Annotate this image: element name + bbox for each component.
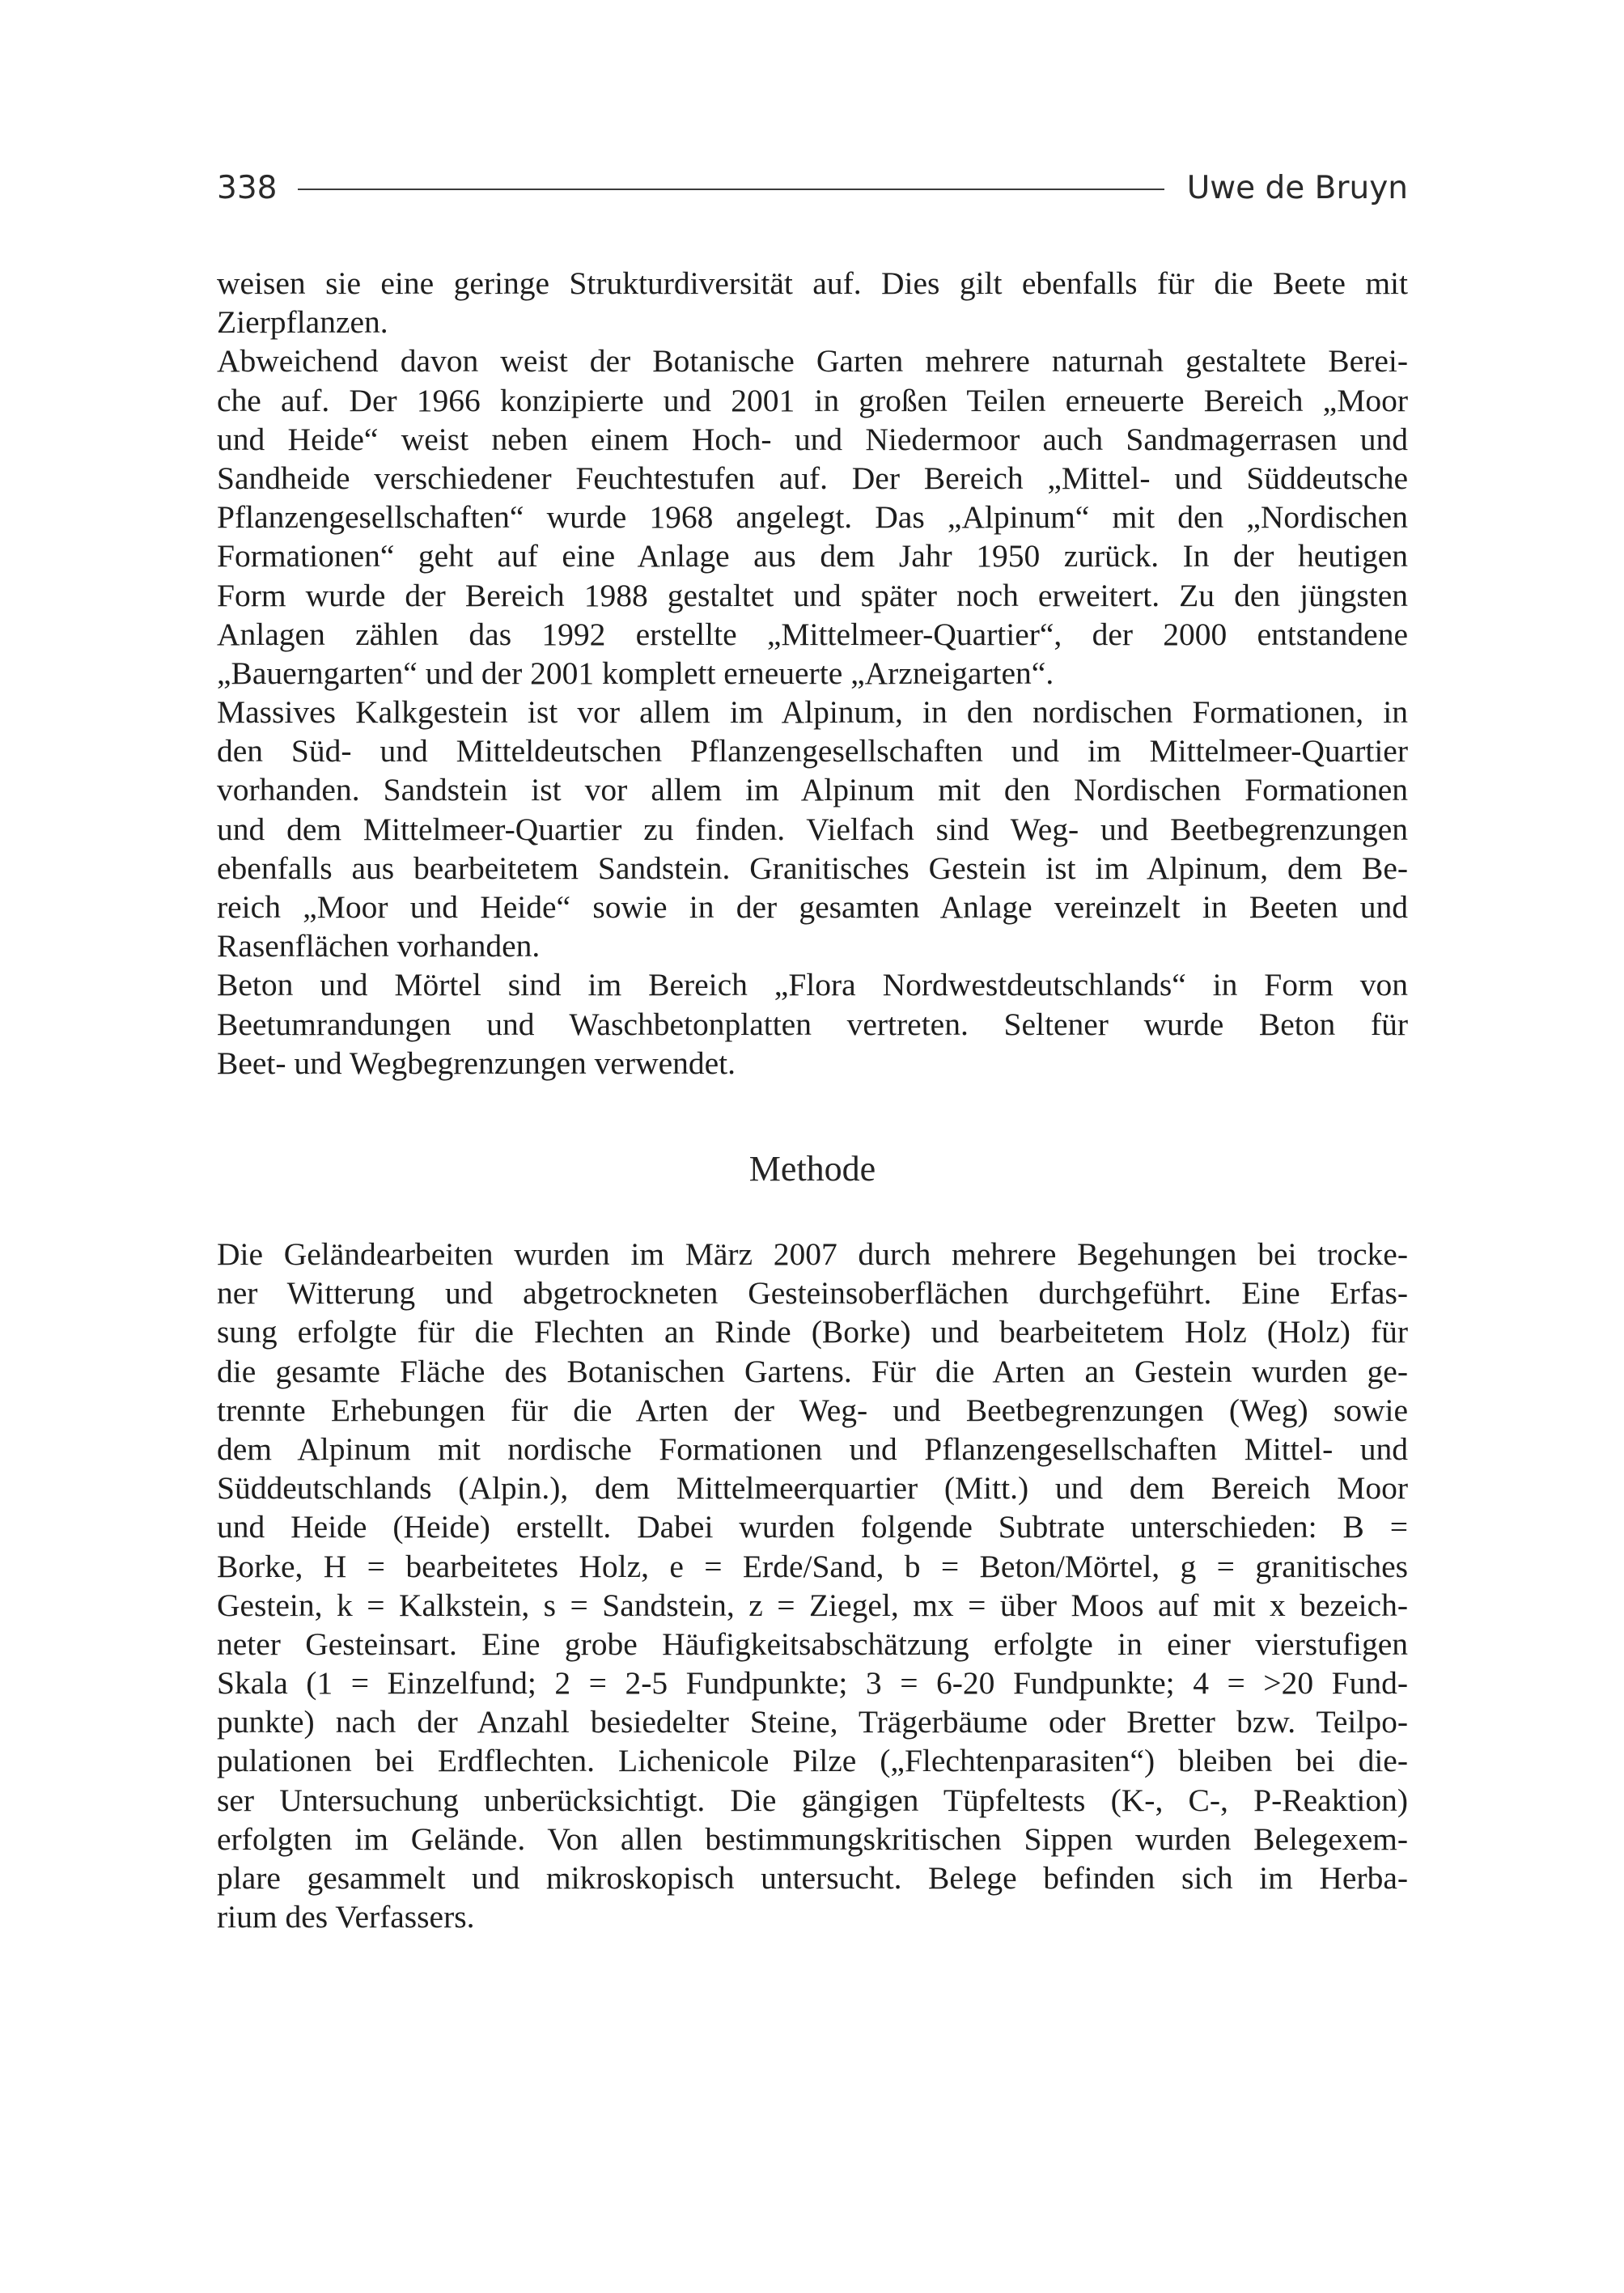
text-line: ser Untersuchung unberücksichtigt. Die gängigen Tüpfeltests (K-, C-, P-Reaktion) (217, 1782, 1408, 1818)
paragraph (217, 264, 1408, 341)
methods-text (217, 1235, 1408, 1936)
text-line: punkte) nach der Anzahl besiedelter Steine, Trägerbäume oder Bretter bzw. Teilpo- (217, 1704, 1408, 1740)
text-line: erfolgten im Gelände. Von allen bestimmungskritischen Sippen wurden Belegexem- (217, 1820, 1408, 1857)
document-page (217, 0, 1408, 2293)
text-line: reich „Moor und Heide“ sowie in der gesamten Anlage vereinzelt in Beeten und (217, 889, 1408, 925)
text-line: Beton und Mörtel sind im Bereich „Flora Nordwestdeutschlands“ in Form von (217, 967, 1408, 1003)
page-number: 338 (217, 169, 278, 206)
text-line: weisen sie eine geringe Strukturdiversität auf. Dies gilt ebenfalls für die Beete mit (217, 265, 1408, 301)
text-line: und dem Mittelmeer-Quartier zu finden. Vielfach sind Weg- und Beetbegrenzungen (217, 811, 1408, 847)
running-head (217, 165, 1408, 210)
text-line: vorhanden. Sandstein ist vor allem im Alpinum mit den Nordischen Formationen (217, 772, 1408, 808)
body-text (217, 264, 1408, 1083)
text-line: Süddeutschlands (Alpin.), dem Mittelmeerquartier (Mitt.) und dem Bereich Moor (217, 1470, 1408, 1507)
text-line: Zierpflanzen. (217, 304, 388, 341)
text-line: dem Alpinum mit nordische Formationen und Pflanzengesellschaften Mittel- und (217, 1430, 1408, 1467)
section-heading: Methode (748, 1149, 876, 1189)
text-line: Die Geländearbeiten wurden im März 2007 durch mehrere Begehungen bei trocke- (217, 1236, 1408, 1272)
text-line: Formationen“ geht auf eine Anlage aus dem Jahr 1950 zurück. In der heutigen (217, 538, 1408, 574)
text-line: Beetumrandungen und Waschbetonplatten vertreten. Seltener wurde Beton für (217, 1006, 1408, 1042)
text-line: „Bauerngarten“ und der 2001 komplett erneuerte „Arzneigarten“. (217, 655, 1054, 691)
text-line: Form wurde der Bereich 1988 gestaltet und später noch erweitert. Zu den jüngsten (217, 577, 1408, 613)
text-line: Skala (1 = Einzelfund; 2 = 2-5 Fundpunkte; 3 = 6-20 Fundpunkte; 4 = >20 Fund- (217, 1665, 1408, 1702)
text-line: Massives Kalkgestein ist vor allem im Alpinum, in den nordischen Formationen, in (217, 694, 1408, 731)
running-head-author: Uwe de Bruyn (1186, 169, 1408, 206)
text-line: Pflanzengesellschaften“ wurde 1968 angelegt. Das „Alpinum“ mit den „Nordischen (217, 499, 1408, 536)
paragraph (217, 1235, 1408, 1936)
text-line: und Heide (Heide) erstellt. Dabei wurden folgende Subtrate unterschieden: B = (217, 1509, 1408, 1545)
paragraph (217, 693, 1408, 965)
text-line: Gestein, k = Kalkstein, s = Sandstein, z = Ziegel, mx = über Moos auf mit x bezeich- (217, 1587, 1408, 1623)
text-line: neter Gesteinsart. Eine grobe Häufigkeitsabschätzung erfolgte in einer vierstufigen (217, 1625, 1408, 1662)
text-line: plare gesammelt und mikroskopisch untersucht. Belege befinden sich im Herba- (217, 1860, 1408, 1896)
paragraph (217, 965, 1408, 1083)
text-line: ebenfalls aus bearbeitetem Sandstein. Granitisches Gestein ist im Alpinum, dem Be- (217, 850, 1408, 886)
text-line: Sandheide verschiedener Feuchtestufen auf. Der Bereich „Mittel- und Süddeutsche (217, 460, 1408, 496)
text-line: Anlagen zählen das 1992 erstellte „Mittelmeer-Quartier“, der 2000 entstandene (217, 616, 1408, 652)
text-line: die gesamte Fläche des Botanischen Gartens. Für die Arten an Gestein wurden ge- (217, 1353, 1408, 1389)
text-line: sung erfolgte für die Flechten an Rinde (Borke) und bearbeitetem Holz (Holz) für (217, 1314, 1408, 1350)
header-rule (298, 189, 1164, 190)
text-line: Borke, H = bearbeitetes Holz, e = Erde/Sand, b = Beton/Mörtel, g = granitisches (217, 1548, 1408, 1584)
paragraph (217, 341, 1408, 693)
text-line: und Heide“ weist neben einem Hoch- und Niedermoor auch Sandmagerrasen und (217, 421, 1408, 457)
text-line: trennte Erhebungen für die Arten der Weg- und Beetbegrenzungen (Weg) sowie (217, 1392, 1408, 1428)
text-line: Abweichend davon weist der Botanische Garten mehrere naturnah gestaltete Berei- (217, 343, 1408, 379)
text-line: den Süd- und Mitteldeutschen Pflanzengesellschaften und im Mittelmeer-Quartier (217, 733, 1408, 769)
text-line: rium des Verfassers. (217, 1899, 475, 1935)
text-line: Rasenflächen vorhanden. (217, 928, 541, 964)
text-line: ner Witterung und abgetrockneten Gesteinsoberflächen durchgeführt. Eine Erfas- (217, 1275, 1408, 1312)
text-line: Beet- und Wegbegrenzungen verwendet. (217, 1045, 736, 1081)
text-line: pulationen bei Erdflechten. Lichenicole Pilze („Flechtenparasiten“) bleiben bei die- (217, 1743, 1408, 1779)
text-line: che auf. Der 1966 konzipierte und 2001 in großen Teilen erneuerte Bereich „Moor (217, 382, 1408, 418)
